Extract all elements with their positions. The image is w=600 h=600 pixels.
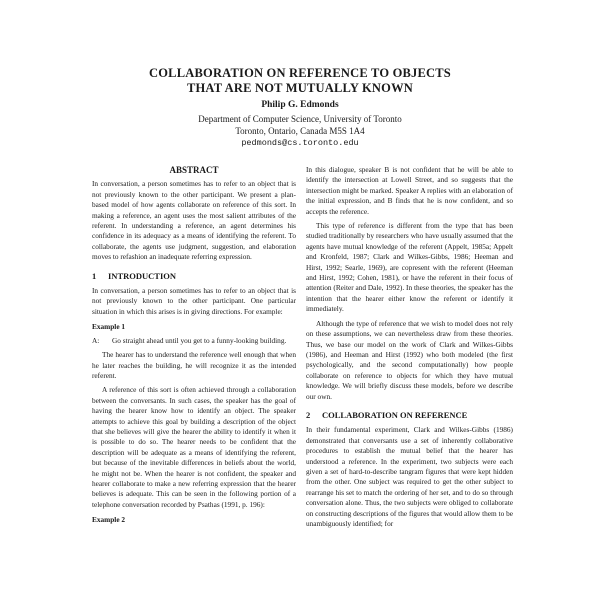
section-2-title: COLLABORATION ON REFERENCE: [322, 409, 468, 420]
example-1-label: Example 1: [92, 322, 126, 332]
author-name: Philip G. Edmonds: [261, 100, 339, 110]
section-2-number: 2: [306, 409, 311, 420]
intro-paragraph-1: In conversation, a person sometimes has to refer to an object that is not previously known to the other participant. One particular situation in which this arises is in giving directions. For example:: [92, 286, 296, 316]
right-column: [306, 165, 513, 529]
example-1-speaker: A:: [92, 335, 100, 345]
paper-title-line-2: THAT ARE NOT MUTUALLY KNOWN: [186, 81, 414, 95]
paper-title-line-1: COLLABORATION ON REFERENCE TO OBJECTS: [149, 66, 451, 80]
abstract-text: In conversation, a person sometimes has to refer to an object that is not previously known to the other participant. We present a plan-based model of how agents collaborate on reference of this sort. In making a reference, an agent uses the most salient attributes of the referent. In understanding a reference, an agent determines his confidence in its adequacy as a means of identifying the referent. To collaborate, the agents use judgment, suggestion, and elaboration moves to refashion an inadequate referring expression.: [92, 179, 296, 262]
example-2-label: Example 2: [92, 515, 126, 525]
right-paragraph-1: In this dialogue, speaker B is not confident that he will be able to identify the intersection at Lowell Street, and so suggests that the intersection might be marked. Speaker A replies with an elaboration of the initial expression, and B finds that he is now confident, and so accepts the reference.: [306, 165, 513, 216]
example-1-line: [92, 336, 296, 346]
right-paragraph-2: This type of reference is different from the type that has been studied traditionally by researchers who have usually assumed that the agents have mutual knowledge of the referent (Appelt, 1985a; Appelt and Kronfeld, 1987; Clark and Wilkes-Gibbs, 1986; Heeman and Hirst, 1992; Searle, 1969), are copresent with the referent (Heeman and Hirst, 1992; Cohen, 1981), or have the referent in their focus of attention (Reiter and Dale, 1992). In these theories, the speaker has the intention that the hearer either know the referent or identify it immediately.: [306, 221, 513, 314]
right-paragraph-4: In their fundamental experiment, Clark and Wilkes-Gibbs (1986) demonstrated that conversants use a set of inherently collaborative procedures to establish the mutual belief that the hearer has understood a reference. In the experiment, two subjects were each given a set of hard-to-describe tangram figures that were kept hidden from the other. One subject was required to get the other subject to rearrange his set to match the ordering of her set, and to do so through conversation alone. Thus, the two subjects were obliged to collaborate on constructing descriptions of the figures that would allow them to be unambiguously identified; for: [306, 425, 513, 528]
section-2-heading: [306, 410, 513, 420]
affiliation-address: Toronto, Ontario, Canada M5S 1A4: [235, 126, 365, 136]
author-email: pedmonds@cs.toronto.edu: [241, 138, 359, 148]
section-1-title: INTRODUCTION: [108, 270, 177, 281]
section-1-number: 1: [92, 270, 97, 281]
intro-paragraph-2: The hearer has to understand the reference well enough that when he later reaches the building, he will recognize it as the intended referent.: [92, 350, 296, 380]
abstract-heading: ABSTRACT: [169, 165, 219, 175]
example-1-utterance: Go straight ahead until you get to a funny-looking building.: [112, 335, 287, 345]
intro-paragraph-3: A reference of this sort is often achieved through a collaboration between the conversants. In such cases, the speaker has the goal of having the hearer know how to identify an object. The speaker attempts to achieve this goal by building a description of the object that she believes will give the hearer the ability to identify it when it is possible to do so. The hearer needs to be confident that the description will be adequate as a means of identifying the referent, but because of the inevitable differences in beliefs about the world, he might not be. When the hearer is not confident, the speaker and hearer collaborate to make a new referring expression that the hearer believes is adequate. This can be seen in the following portion of a telephone conversation recorded by Psathas (1991, p. 196):: [92, 385, 296, 509]
affiliation-department: Department of Computer Science, University of Toronto: [198, 114, 402, 124]
left-column: [92, 165, 296, 529]
section-1-heading: [92, 271, 296, 281]
right-paragraph-3: Although the type of reference that we wish to model does not rely on these assumptions, we can nevertheless draw from these theories. Thus, we base our model on the work of Clark and Wilkes-Gibbs (1986), and Heeman and Hirst (1992) who both modeled (the first psychologically, and the second computationally) how people collaborate on reference to objects for which they have mutual knowledge. We will briefly discuss these models, before we describe our own.: [306, 318, 513, 401]
